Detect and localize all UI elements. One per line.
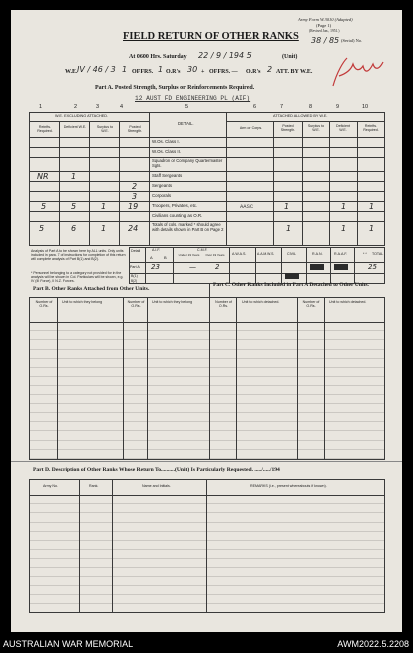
offrs-placeholder: 1 — [158, 65, 164, 74]
ors2-value: 2 — [267, 65, 273, 74]
redaction-box — [334, 264, 348, 270]
col-number-5: 5 — [185, 104, 189, 110]
analysis-col — [306, 247, 307, 283]
col-header-arm: Arm or Corps. — [239, 126, 263, 130]
ors-label: O.R's — [166, 69, 181, 75]
col-line — [273, 121, 274, 245]
unit-label: (Unit) — [282, 54, 298, 60]
part-b-col-number: Number of O.Rs. — [35, 300, 53, 308]
group-header-right: ATTACHED ALLOWED BY W.E. — [273, 114, 328, 118]
sergeants-posted: 2 — [132, 182, 138, 191]
analysis-header-civil: CIVIL — [287, 252, 296, 256]
part-d-col-name: Name and Initials. — [142, 484, 171, 488]
analysis-col — [281, 247, 282, 283]
page-title: FIELD RETURN OF OTHER RANKS — [123, 31, 299, 42]
analysis-total: 25 — [368, 263, 377, 271]
analysis-cmf-under: — — [189, 263, 196, 271]
analysis-col — [330, 247, 331, 283]
detail-row-totals: Totals of cols. marked * should agree with details shown in Part B on Page 2 — [152, 222, 224, 232]
analysis-row-b2: B(2) — [131, 279, 138, 283]
troopers-right-deficient: 1 — [341, 202, 347, 211]
detail-row-corporals: Corporals — [152, 193, 172, 198]
return-date: 22 / 9 / 194 5 — [198, 51, 252, 60]
analysis-col — [145, 247, 146, 283]
col-number-6: 6 — [253, 104, 257, 110]
analysis-header-stars: * * — [363, 252, 367, 256]
att-label: ATT. BY W.E. — [276, 69, 313, 75]
table-a-header-bottom — [29, 137, 385, 138]
form-id-line2: (Page 1) — [316, 23, 332, 28]
detail-row-qm: Squadron or Company Quartermaster Sgts. — [152, 158, 223, 168]
col-number-2: 2 — [74, 104, 78, 110]
analysis-header-total: TOTAL — [372, 252, 384, 256]
part-b-col-unit: Unit to which they belong — [62, 300, 103, 304]
analysis-col — [255, 247, 256, 283]
analysis-row-part-a: Part A — [130, 265, 140, 269]
we-value: IV / 46 / 3 — [77, 65, 116, 74]
analysis-sub-a: A — [150, 255, 153, 260]
section-divider — [11, 461, 402, 462]
footer-archive: AUSTRALIAN WAR MEMORIAL — [3, 639, 134, 649]
part-b-heading: Part B. Other Ranks Attached from Other Units. — [33, 286, 150, 292]
analysis-col — [229, 247, 230, 283]
col-line — [89, 121, 90, 245]
we-label: W.E. — [65, 69, 78, 75]
analysis-cmf-over: 2 — [215, 263, 220, 271]
totals-surplus: 1 — [101, 224, 107, 233]
col-header-reinfts: Reinfts. Required. — [37, 125, 53, 133]
part-d-col-remarks: REMARKS (i.e., present whereabouts if known). — [250, 484, 327, 488]
col-line — [29, 112, 30, 245]
col-header-deficient: Deficient W.E. — [63, 125, 87, 129]
analysis-sub-b: B — [164, 255, 167, 260]
analysis-col — [384, 247, 385, 283]
col-number-10: 10 — [362, 104, 369, 110]
detail-row-sergeants: Sergeants — [152, 183, 173, 188]
analysis-row-b1: B(1) — [131, 274, 138, 278]
part-a-heading: Part A. Posted Strength, Surplus or Reinforcements Required. — [95, 85, 255, 91]
detail-row-troopers: Troopers, Privates, etc. — [152, 203, 198, 208]
totals-right-posted: 1 — [286, 224, 292, 233]
redaction-box — [285, 273, 299, 279]
analysis-note-2: * Personnel belonging to a category not provided for in the analysis will be shown in Col. Particulars will be shown, e.g. IV (III Force), II N.Z. Forces. — [31, 271, 124, 284]
bc-ruled-rows — [29, 322, 385, 459]
totals-deficient: 6 — [71, 224, 77, 233]
col-line — [119, 121, 120, 245]
analysis-header-aif: A.I.F. — [152, 248, 161, 252]
analysis-header-awas: A.W.A.S. — [232, 252, 247, 256]
ors-value: 30 — [187, 65, 198, 74]
troopers-reinf: 5 — [41, 202, 47, 211]
col-number-4: 4 — [120, 104, 124, 110]
part-c-col-number-2: Number of O.Rs. — [302, 300, 320, 308]
footer-accession: AWM2022.5.2208 — [337, 639, 409, 649]
plus-sign: + — [201, 69, 205, 75]
form-sheet — [11, 10, 402, 632]
col-line — [357, 121, 358, 245]
group-header-detail: DETAIL. — [178, 121, 194, 126]
detail-row-civilians: Civilians counting as O.R. — [152, 213, 203, 218]
totals-right-deficient: 1 — [341, 224, 347, 233]
bc-bottom — [29, 459, 385, 460]
col-header-surplus: Surplus to W.E. — [96, 125, 114, 133]
troopers-deficient: 5 — [71, 202, 77, 211]
col-line — [384, 112, 385, 245]
col-number-9: 9 — [336, 104, 340, 110]
table-a-top — [29, 112, 385, 113]
totals-posted: 24 — [128, 224, 139, 233]
col-line — [302, 121, 303, 245]
part-b-col-number-2: Number of O.Rs. — [127, 300, 145, 308]
part-d-col-army-no: Army No. — [43, 484, 58, 488]
col-header-posted: Posted Strength. — [127, 125, 143, 133]
detail-row-wo1: W.Os. Class I. — [152, 139, 180, 144]
col-line — [329, 121, 330, 245]
bc-header-top — [29, 297, 385, 298]
part-c-col-unit-2: Unit to which detached. — [329, 300, 367, 304]
col-number-1: 1 — [39, 104, 43, 110]
part-d-heading: Part D. Description of Other Ranks Whose Return To..........(Unit) Is Particularly Requested. ...../...../194 — [33, 467, 280, 473]
analysis-top — [129, 247, 385, 248]
staff-sgt-deficient: 1 — [71, 172, 77, 181]
totals-reinf: 5 — [39, 224, 45, 233]
analysis-note: Analysis of Part A to be shown here by ALL units. Only units included in para. 7 of instructions for completion of this return will complete analysis of Part B(1) and B(2). — [31, 249, 126, 262]
part-c-col-unit: Unit to which detached. — [242, 300, 280, 304]
staff-sgt-reinf: NR — [37, 172, 49, 181]
d-header-top — [29, 479, 385, 480]
analysis-header-ran: R.A.N. — [312, 252, 323, 256]
time-prefix: At 0600 Hrs. Saturday — [129, 54, 187, 60]
part-c-col-number: Number of O.Rs. — [215, 300, 232, 308]
offrs-value: 1 — [122, 65, 128, 74]
signature-mark — [329, 48, 385, 92]
col-number-7: 7 — [280, 104, 284, 110]
troopers-surplus: 1 — [101, 202, 107, 211]
analysis-sub-over: Over 19 Years — [205, 253, 225, 257]
unit-stamp: 12 AUST FD ENGINEERING PL (AIF) — [135, 95, 251, 102]
col-header-deficient-right: Deficient W.E. — [336, 124, 350, 132]
analysis-header-aamws: A.A.M.W.S. — [257, 252, 275, 256]
col-line — [59, 121, 60, 245]
d-ruled-rows — [29, 495, 385, 612]
col-line — [149, 112, 150, 245]
redaction-box — [310, 264, 324, 270]
offrs-label: OFFRS. — [132, 69, 154, 75]
col-header-posted-right: Posted Strength. — [280, 124, 296, 132]
part-c-heading-line: Part C. Other Ranks Included in Part A Detached to Other Units. — [213, 282, 369, 288]
col-header-reinfts-right: Reinfts. Required. — [363, 124, 379, 132]
part-b-col-unit-2: Unit to which they belong — [152, 300, 193, 304]
form-id-line3: (Revised Jan., 1951.) — [309, 29, 340, 33]
troopers-right-reinf: 1 — [369, 202, 375, 211]
offrs2-label: OFFRS. — — [209, 69, 238, 75]
table-a-bottom — [29, 245, 385, 246]
detail-row-wo2: W.Os. Class II. — [152, 149, 182, 154]
ors2-label: O.R's — [246, 69, 261, 75]
troopers-arm: AASC — [240, 203, 254, 210]
analysis-col — [173, 247, 174, 283]
form-id-line1: Army Form W.3010 (Adapted) — [298, 17, 353, 22]
d-bottom — [29, 612, 385, 613]
analysis-header-detail: Detail — [131, 249, 141, 253]
col-header-surplus-right: Surplus to W.E. — [307, 124, 325, 132]
troopers-right-posted: 1 — [284, 202, 290, 211]
analysis-col — [354, 247, 355, 283]
detail-row-staff-sgt: Staff Sergeants — [152, 173, 183, 178]
col-line — [226, 112, 227, 245]
part-d-col-rank: Rank. — [89, 484, 99, 488]
table-a-right-sub — [226, 121, 385, 122]
serial-label: (Serial) No. — [341, 38, 363, 43]
group-header-left: W.E. EXCLUDING ATTACHED. — [55, 114, 109, 118]
col-number-8: 8 — [309, 104, 313, 110]
analysis-aif-a: 23 — [151, 263, 160, 271]
corporals-posted: 3 — [132, 192, 138, 201]
analysis-header-raaf: R.A.A.F. — [334, 252, 348, 256]
serial-value: 38 / 85 — [311, 36, 340, 45]
totals-right-reinf: 1 — [369, 224, 375, 233]
col-number-3: 3 — [96, 104, 100, 110]
analysis-sub-under: Under 19 Years — [178, 253, 200, 257]
analysis-header-cmf: C.M.F. — [197, 248, 208, 252]
troopers-posted: 19 — [128, 202, 139, 211]
